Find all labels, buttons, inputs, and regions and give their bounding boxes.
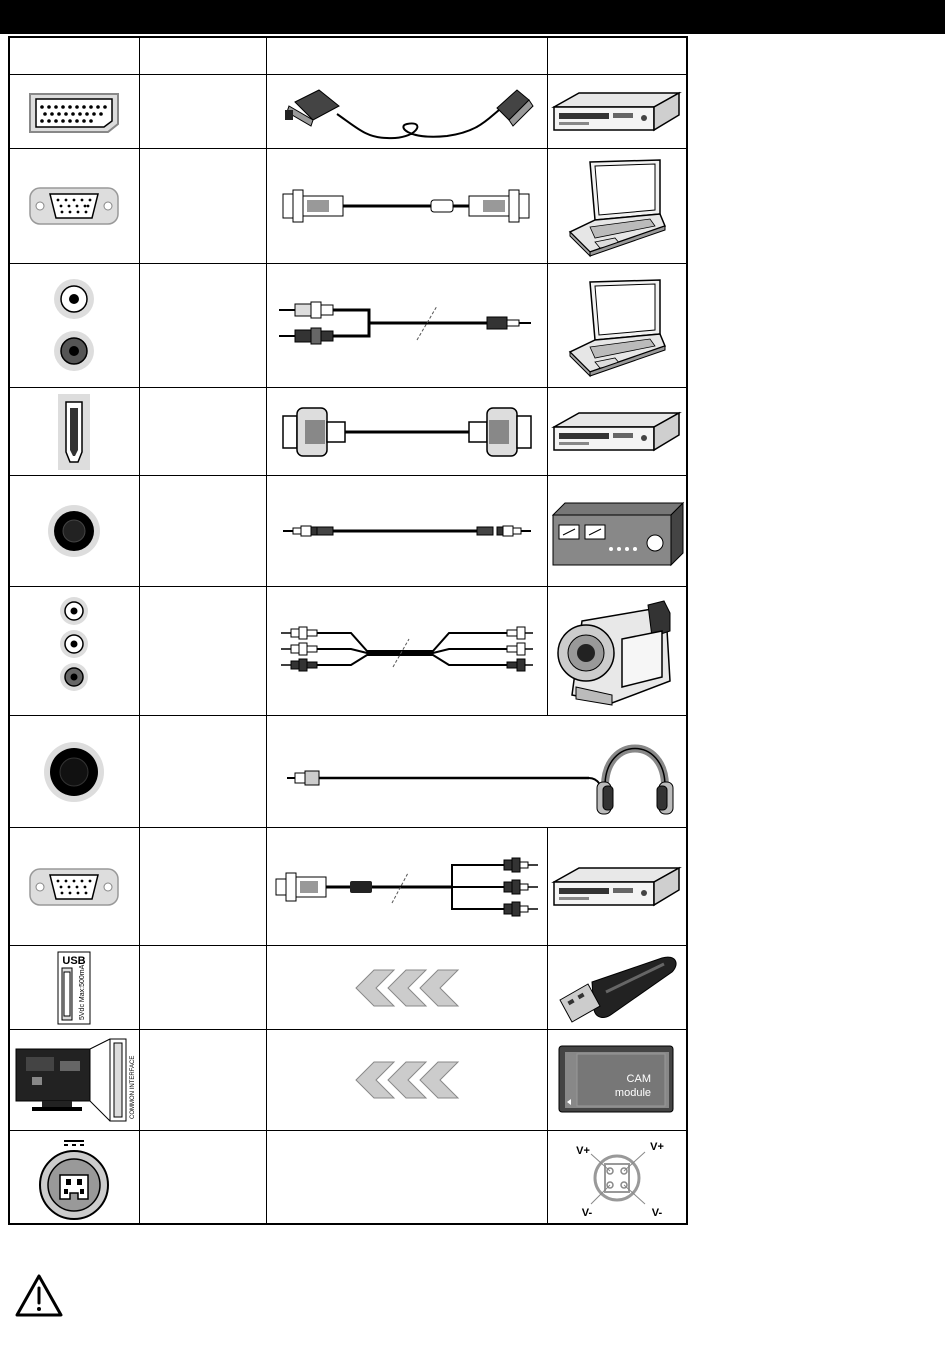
connector-cell [9,946,139,1030]
connector-cell [9,149,139,264]
dvd-player-icon [549,405,685,459]
connector-cell [9,75,139,149]
type-cell [139,716,266,828]
table-row-dc [9,1131,687,1224]
device-cell [547,828,687,946]
type-cell [139,946,266,1030]
dc-input-socket-icon [34,1133,114,1221]
column-header-cables [266,37,547,75]
type-cell [139,828,266,946]
audio-cable-icon [277,296,537,356]
usb-stick-icon [552,952,682,1024]
dvd-player-icon [549,85,685,139]
device-cell [547,1131,687,1224]
tv-back-ci-slot-icon [12,1035,136,1125]
laptop-icon [565,272,669,380]
cable-cell [266,828,547,946]
table-row-pc-audio [9,264,687,388]
cable-cell [266,1131,547,1224]
cable-cell [266,75,547,149]
connection-table [8,36,688,1225]
connector-cell [9,587,139,716]
scart-cable-icon [277,80,537,144]
cable-device-cell [266,716,687,828]
warning-triangle-icon [14,1273,64,1319]
connector-cell [9,1030,139,1131]
vga-socket-icon [28,186,120,226]
usb-rating-label: 5Vdc Max:500mA [79,964,87,1020]
cam-module-icon [557,1044,677,1116]
av-sockets-icon [56,593,92,709]
headphone-jack-icon [42,740,106,804]
connector-cell [9,476,139,587]
connector-cell [9,828,139,946]
type-cell [139,476,266,587]
usb-port-label: USB [62,954,86,967]
table-row-ci [9,1030,687,1131]
connector-cell [9,264,139,388]
av-cable-icon [277,623,537,679]
coaxial-socket-icon [46,503,102,559]
scart-socket-icon [24,90,124,134]
pin-v-plus-right: V+ [649,1140,664,1153]
dc-pinout-icon [557,1134,677,1220]
ypbpr-cable-icon [272,857,542,917]
device-cell [547,264,687,388]
cable-cell [266,946,547,1030]
type-cell [139,264,266,388]
section-header-bar [0,0,945,34]
rca-audio-sockets-icon [49,271,99,381]
cam-module-label: module [614,1087,651,1099]
column-header-type [139,37,266,75]
usb-socket-icon [54,950,94,1026]
table-row-ypbpr [9,828,687,946]
vga-socket-icon [28,867,120,907]
camcorder-icon [552,591,682,711]
table-row-av [9,587,687,716]
cable-cell [266,1030,547,1131]
pin-v-plus-left: V+ [575,1144,590,1157]
type-cell [139,587,266,716]
pin-v-minus-left: V- [581,1206,592,1219]
headphones-icon [597,748,673,814]
type-cell [139,388,266,476]
cable-cell [266,264,547,388]
amplifier-icon [549,491,685,571]
coaxial-cable-icon [277,516,537,546]
column-header-connector [9,37,139,75]
cable-cell [266,388,547,476]
connector-cell [9,1131,139,1224]
type-cell [139,1131,266,1224]
insert-arrows-icon [352,1061,462,1099]
vga-cable-icon [277,186,537,226]
connector-cell [9,716,139,828]
laptop-icon [565,152,669,260]
insert-arrows-icon [352,969,462,1007]
connector-cell [9,388,139,476]
table-row-vga [9,149,687,264]
cable-cell [266,149,547,264]
pin-v-minus-right: V- [651,1206,662,1219]
table-header-row [9,37,687,75]
dvd-player-icon [549,860,685,914]
cam-label: CAM [626,1073,651,1085]
device-cell [547,388,687,476]
cable-cell [266,587,547,716]
table-row-spdif [9,476,687,587]
table-row-headphone [9,716,687,828]
device-cell [547,946,687,1030]
type-cell [139,1030,266,1131]
cable-cell [266,476,547,587]
table-row-hdmi [9,388,687,476]
headphone-cable-icon [271,722,681,822]
column-header-device [547,37,687,75]
device-cell [547,476,687,587]
hdmi-socket-icon [54,392,94,472]
table-row-scart [9,75,687,149]
ci-slot-label: COMMON INTERFACE [130,1055,137,1119]
device-cell [547,587,687,716]
type-cell [139,149,266,264]
device-cell [547,149,687,264]
table-row-usb [9,946,687,1030]
hdmi-cable-icon [277,402,537,462]
type-cell [139,75,266,149]
device-cell [547,75,687,149]
device-cell [547,1030,687,1131]
